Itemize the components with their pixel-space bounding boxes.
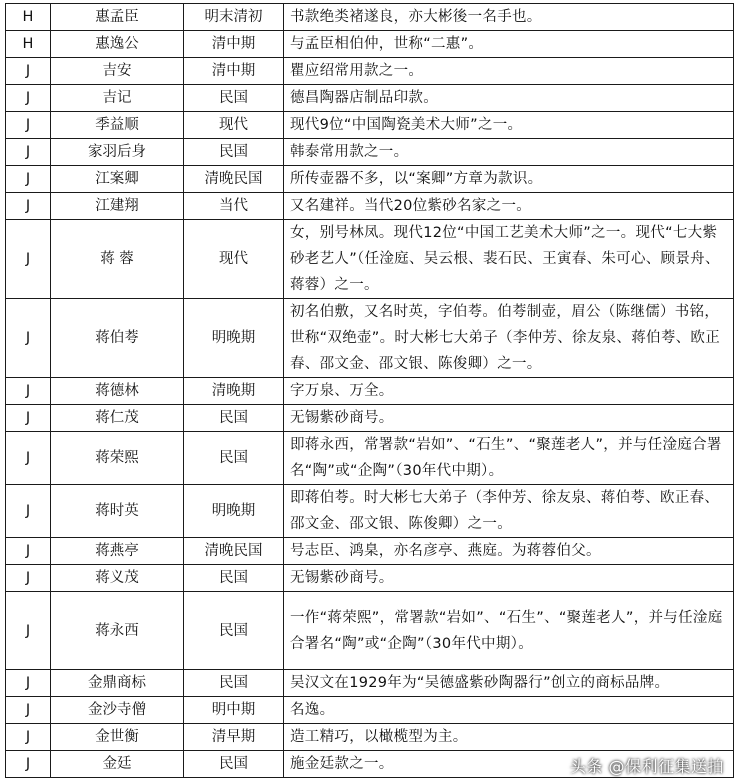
initial-cell: J — [6, 378, 51, 405]
era-cell: 民国 — [184, 670, 284, 697]
name-cell: 蒋德林 — [51, 378, 184, 405]
table-row — [6, 220, 734, 299]
initial-cell: J — [6, 538, 51, 565]
watermark: 头条 @保利征集送拍 — [569, 757, 724, 776]
description-cell: 一作“蒋荣熙”，常署款“岩如”、“石生”、“聚莲老人”，并与任淦庭合署名“陶”或“企陶”（30年代中期）。 — [284, 592, 734, 670]
name-cell: 季益顺 — [51, 112, 184, 139]
era-cell: 明中期 — [184, 697, 284, 724]
era-cell: 民国 — [184, 405, 284, 432]
name-cell: 金世衡 — [51, 724, 184, 751]
table-row — [6, 58, 734, 85]
era-cell: 清晚民国 — [184, 166, 284, 193]
table-row — [6, 697, 734, 724]
name-cell: 惠孟臣 — [51, 4, 184, 31]
name-cell: 金廷 — [51, 751, 184, 778]
name-cell: 江案卿 — [51, 166, 184, 193]
name-cell: 家羽后身 — [51, 139, 184, 166]
name-cell: 吉安 — [51, 58, 184, 85]
era-cell: 清晚期 — [184, 378, 284, 405]
table-row — [6, 592, 734, 670]
initial-cell: J — [6, 220, 51, 299]
description-cell: 与孟臣相伯仲，世称“二惠”。 — [284, 31, 734, 58]
table-body — [6, 4, 734, 778]
name-cell: 蒋 蓉 — [51, 220, 184, 299]
initial-cell: J — [6, 112, 51, 139]
name-cell: 蒋义茂 — [51, 565, 184, 592]
name-cell: 蒋时英 — [51, 485, 184, 538]
initial-cell: J — [6, 405, 51, 432]
table-row — [6, 405, 734, 432]
initial-cell: J — [6, 85, 51, 112]
table-row — [6, 85, 734, 112]
era-cell: 当代 — [184, 193, 284, 220]
era-cell: 民国 — [184, 592, 284, 670]
description-cell: 德昌陶器店制品印款。 — [284, 85, 734, 112]
era-cell: 明末清初 — [184, 4, 284, 31]
initial-cell: J — [6, 592, 51, 670]
era-cell: 现代 — [184, 220, 284, 299]
description-cell: 号志臣、鸿臬，亦名彦亭、燕庭。为蒋蓉伯父。 — [284, 538, 734, 565]
table-row — [6, 4, 734, 31]
table-row — [6, 166, 734, 193]
description-cell: 造工精巧，以橄榄型为主。 — [284, 724, 734, 751]
table-row — [6, 139, 734, 166]
description-cell: 所传壶器不多，以“案卿”方章为款识。 — [284, 166, 734, 193]
table-row — [6, 485, 734, 538]
name-cell: 惠逸公 — [51, 31, 184, 58]
description-cell: 无锡紫砂商号。 — [284, 405, 734, 432]
initial-cell: J — [6, 193, 51, 220]
era-cell: 清中期 — [184, 31, 284, 58]
table-row — [6, 112, 734, 139]
description-cell: 瞿应绍常用款之一。 — [284, 58, 734, 85]
era-cell: 清中期 — [184, 58, 284, 85]
table-row — [6, 432, 734, 485]
description-cell: 初名伯敷，又名时英，字伯荂。伯荂制壶，眉公（陈继儒）书铭，世称“双绝壶”。时大彬七大弟子（李仲芳、徐友泉、蒋伯荂、欧正春、邵文金、邵文银、陈俊卿）之一。 — [284, 299, 734, 378]
table-row — [6, 31, 734, 58]
initial-cell: J — [6, 751, 51, 778]
table-row — [6, 670, 734, 697]
name-cell: 蒋仁茂 — [51, 405, 184, 432]
era-cell: 现代 — [184, 112, 284, 139]
era-cell: 民国 — [184, 432, 284, 485]
table-row — [6, 538, 734, 565]
table-row — [6, 565, 734, 592]
initial-cell: J — [6, 139, 51, 166]
era-cell: 清早期 — [184, 724, 284, 751]
era-cell: 民国 — [184, 85, 284, 112]
table-row — [6, 724, 734, 751]
name-cell: 蒋伯荂 — [51, 299, 184, 378]
era-cell: 民国 — [184, 751, 284, 778]
era-cell: 民国 — [184, 565, 284, 592]
initial-cell: J — [6, 299, 51, 378]
initial-cell: J — [6, 432, 51, 485]
initial-cell: J — [6, 166, 51, 193]
description-cell: 即蒋伯荂。时大彬七大弟子（李仲芳、徐友泉、蒋伯荂、欧正春、邵文金、邵文银、陈俊卿）之一。 — [284, 485, 734, 538]
description-cell: 韩泰常用款之一。 — [284, 139, 734, 166]
initial-cell: J — [6, 485, 51, 538]
artisan-table — [5, 3, 734, 778]
description-cell: 现代9位“中国陶瓷美术大师”之一。 — [284, 112, 734, 139]
table-row — [6, 378, 734, 405]
table-row — [6, 193, 734, 220]
description-cell: 施金廷款之一。 — [284, 751, 734, 778]
era-cell: 清晚民国 — [184, 538, 284, 565]
description-cell: 女，别号林凤。现代12位“中国工艺美术大师”之一。现代“七大紫砂老艺人”（任淦庭、吴云根、裴石民、王寅春、朱可心、顾景舟、蒋蓉）之一。 — [284, 220, 734, 299]
initial-cell: J — [6, 697, 51, 724]
name-cell: 吉记 — [51, 85, 184, 112]
name-cell: 蒋荣熙 — [51, 432, 184, 485]
description-cell: 名逸。 — [284, 697, 734, 724]
era-cell: 明晚期 — [184, 485, 284, 538]
description-cell: 吴汉文在1929年为“吴德盛紫砂陶器行”创立的商标品牌。 — [284, 670, 734, 697]
description-cell: 书款绝类褚遂良，亦大彬後一名手也。 — [284, 4, 734, 31]
initial-cell: J — [6, 670, 51, 697]
name-cell: 金沙寺僧 — [51, 697, 184, 724]
initial-cell: J — [6, 565, 51, 592]
description-cell: 又名建祥。当代20位紫砂名家之一。 — [284, 193, 734, 220]
initial-cell: H — [6, 4, 51, 31]
era-cell: 民国 — [184, 139, 284, 166]
initial-cell: J — [6, 724, 51, 751]
table-row — [6, 299, 734, 378]
description-cell: 无锡紫砂商号。 — [284, 565, 734, 592]
name-cell: 江建翔 — [51, 193, 184, 220]
initial-cell: J — [6, 58, 51, 85]
name-cell: 蒋永西 — [51, 592, 184, 670]
name-cell: 金鼎商标 — [51, 670, 184, 697]
description-cell: 字万泉、万全。 — [284, 378, 734, 405]
description-cell: 即蒋永西，常署款“岩如”、“石生”、“聚莲老人”，并与任淦庭合署名“陶”或“企陶”（30年代中期）。 — [284, 432, 734, 485]
name-cell: 蒋燕亭 — [51, 538, 184, 565]
initial-cell: H — [6, 31, 51, 58]
era-cell: 明晚期 — [184, 299, 284, 378]
